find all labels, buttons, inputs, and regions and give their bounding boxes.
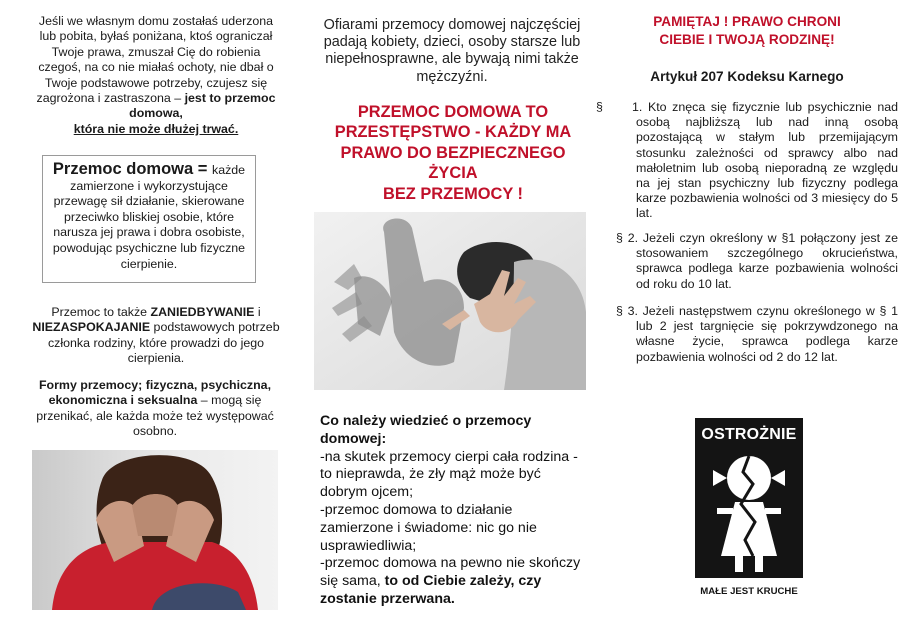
article-title: Artykuł 207 Kodeksu Karnego [650,69,844,84]
neglect-bold: ZANIEDBYWANIE [150,305,255,319]
intro-line [22,122,290,137]
article-paragraph-1 [596,100,898,222]
photo-shadow-violence [314,212,586,390]
definition-text: zamierzone i wykorzystujące przewagę sił działanie, skierowane przeciwko bliskiej osobie, które narusza jej prawa i dobra osobiste, powodując psychiczne lub fizyczne cierpienie. [52,178,246,271]
definition-first-word: każde [212,163,246,177]
intro-line: Twoje prawa, zmuszał Cię do robienia [51,44,261,59]
know-item: -przemoc domowa to działanie zamierzone i świadome: nic go nie usprawiedliwia; [320,501,537,554]
article-paragraph-3: § 3. Jeżeli następstwem czynu określonego w § 1 lub 2 jest targnięcie się pokrzywdzonego na własne życie, sprawca podlega karze pozbawienia wolności od 2 do 12 lat. [616,304,898,364]
broken-doll-icon [695,448,803,580]
definition-box [42,155,256,283]
intro-line [22,91,290,106]
section-symbol: § [596,100,603,114]
intro-line: Jeśli we własnym domu zostałaś uderzona [38,14,274,28]
photo-distressed-woman [32,450,278,610]
intro-tail: zagrożona i zastraszona – [36,91,185,106]
poster-top-text: OSTROŻNIE [701,426,797,443]
victims-paragraph: Ofiarami przemocy domowej najczęściej padają kobiety, dzieci, osoby starsze lub niepełnosprawne, ale bywają nimi także mężczyźni. [323,17,581,85]
know-item-text: -przemoc domowa na pewno nie skończy się sama, [320,555,581,590]
intro-bold: domowa, [129,106,183,121]
crime-line: ŻYCIA [428,164,478,183]
remember-line: CIEBIE I TWOJĄ RODZINĘ! [659,31,835,47]
know-heading: Co należy wiedzieć o przemocy domowej: [320,413,532,447]
know-item [320,555,582,608]
forms-text: – mogą się przenikać, ale każda może też występować osobno. [36,393,274,439]
intro-paragraph [22,14,290,137]
warning-poster [695,418,803,608]
remember-line: PAMIĘTAJ ! PRAWO CHRONI [653,14,841,29]
know-item-bold: to od Ciebie zależy, czy zostanie przerwana. [320,573,542,607]
forms-bold: Formy przemocy; fizyczna, psychiczna, ekonomiczna i seksualna [38,378,272,408]
forms-paragraph [26,378,284,440]
poster-bottom-text: MAŁE JEST KRUCHE [700,586,798,597]
crime-line: PRAWO DO BEZPIECZNEGO [340,143,566,162]
neglect-text: podstawowych potrzeb członka rodziny, które prowadzi do jego cierpienia. [47,320,280,366]
article-paragraph-text: 1. Kto znęca się fizycznie lub psychicznie nad osobą najbliższą lub nad inną osobą pozostającą w stałym lub przemijającym stosunku zależności od sprawcy albo nad małoletnim lub osobą nieporadną ze względu na jej stan psychiczny lub fizyczny podlega karze pozbawienia wolności od 3 miesięcy do 5 lat. [632,100,898,221]
definition-term: Przemoc domowa = [52,160,212,178]
crime-line: PRZEMOC DOMOWA TO [357,103,549,121]
neglect-text: i [254,305,261,319]
intro-line: lub pobita, byłaś poniżana, ktoś ograniczał [39,29,273,44]
article-paragraph-2: § 2. Jeżeli czyn określony w §1 połączony jest ze stosowaniem szczególnego okrucieństwa, sprawca podlega karze pozbawienia wolności od roku do 10 lat. [616,231,898,291]
crime-line: BEZ PRZEMOCY ! [383,184,523,203]
crime-line: PRZESTĘPSTWO - KAŻDY MA [334,123,572,142]
intro-line: Twoje podstawowe potrzeby, czujesz się [44,75,268,90]
neglect-paragraph [30,305,282,367]
intro-bold: jest to przemoc [184,91,276,106]
crime-heading [308,102,598,204]
intro-line [22,106,290,121]
intro-bold-underlined: która nie może dłużej trwać. [73,121,239,136]
remember-heading [612,13,882,48]
intro-line: czegoś, na co nie miałaś ochoty, nie dbał o [38,60,274,75]
know-item: -na skutek przemocy cierpi cała rodzina -to nieprawda, że zły mąż może być dobrym ojcem; [320,448,578,501]
neglect-text: Przemoc to także [51,305,151,319]
neglect-bold: NIEZASPOKAJANIE [32,320,151,335]
know-section [320,413,582,609]
